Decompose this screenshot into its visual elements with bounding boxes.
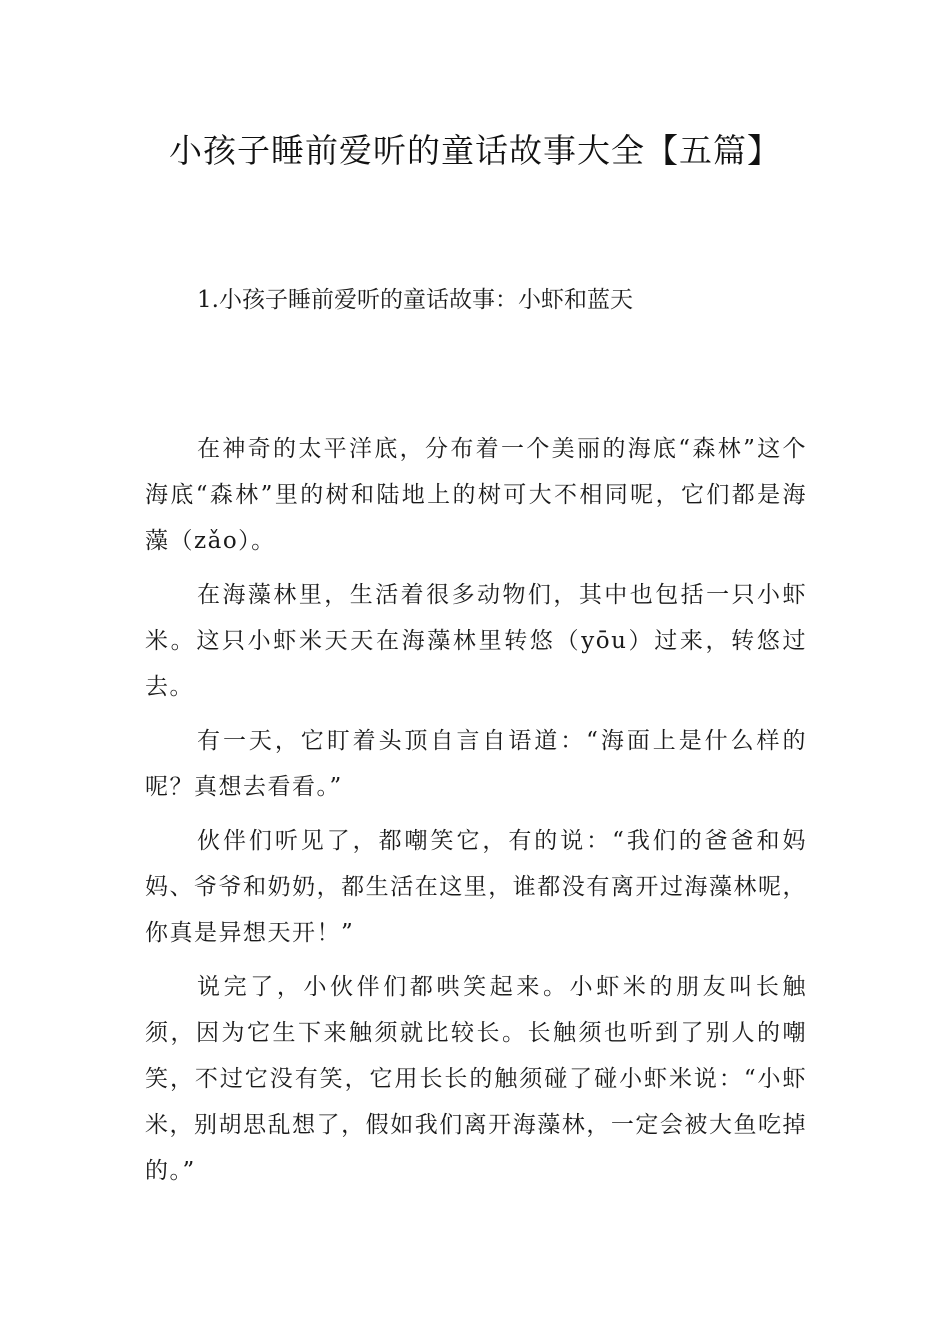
- story-body: [145, 426, 807, 1202]
- paragraph: 在海藻林里，生活着很多动物们，其中也包括一只小虾米。这只小虾米天天在海藻林里转悠（yōu）过来，转悠过去。: [145, 582, 807, 700]
- section-heading: 1.小孩子睡前爱听的童话故事：小虾和蓝天: [197, 287, 633, 313]
- paragraph: 在神奇的太平洋底，分布着一个美丽的海底“森林”这个海底“森林”里的树和陆地上的树可大不相同呢，它们都是海藻（zǎo）。: [145, 436, 807, 554]
- paragraph: 伙伴们听见了，都嘲笑它，有的说：“我们的爸爸和妈妈、爷爷和奶奶，都生活在这里，谁都没有离开过海藻林呢，你真是异想天开！”: [145, 828, 807, 946]
- document-title: 小孩子睡前爱听的童话故事大全【五篇】: [169, 131, 781, 170]
- paragraph: 有一天，它盯着头顶自言自语道：“海面上是什么样的呢？真想去看看。”: [145, 728, 807, 800]
- paragraph: 说完了，小伙伴们都哄笑起来。小虾米的朋友叫长触须，因为它生下来触须就比较长。长触须也听到了别人的嘲笑，不过它没有笑，它用长长的触须碰了碰小虾米说：“小虾米，别胡思乱想了，假如我们离开海藻林，一定会被大鱼吃掉的。”: [145, 974, 807, 1184]
